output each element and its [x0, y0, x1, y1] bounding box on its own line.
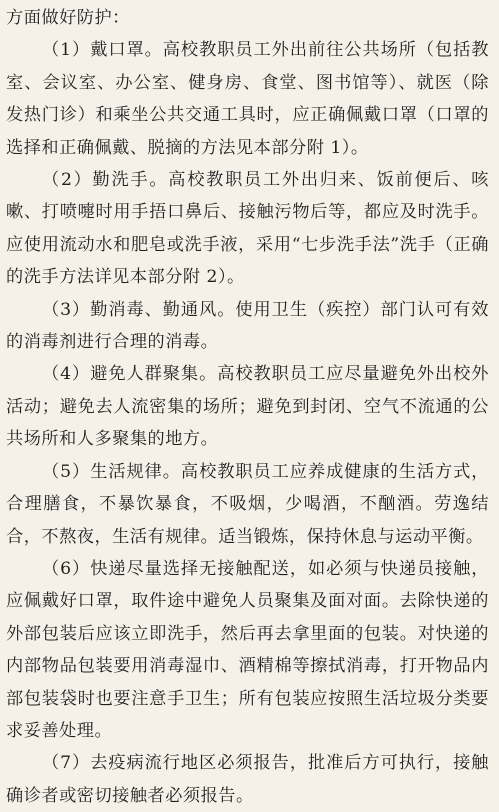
- item-avoid-gatherings: （4）避免人群聚集。高校教职员工应尽量避免外出校外活动；避免去人流密集的场所；避免到封闭、空气不流通的公共场所和人多聚集的地方。: [6, 364, 489, 450]
- item-mask: （1）戴口罩。高校教职员工外出前往公共场所（包括教室、会议室、办公室、健身房、食堂、图书馆等）、就医（除发热门诊）和乘坐公共交通工具时，应正确佩戴口罩（口罩的选择和正确佩戴、脱摘的方法见本部分附 1）。: [6, 40, 489, 158]
- item-healthy-lifestyle: （5）生活规律。高校教职员工应养成健康的生活方式，合理膳食，不暴饮暴食，不吸烟，少喝酒，不酗酒。劳逸结合，不熬夜，生活有规律。适当锻炼，保持休息与运动平衡。: [6, 461, 489, 547]
- item-handwashing: （2）勤洗手。高校教职员工外出归来、饭前便后、咳嗽、打喷嚏时用手捂口鼻后、接触污物后等，都应及时洗手。应使用流动水和肥皂或洗手液，采用“七步洗手法”洗手（正确的洗手方法详见本部分附 2）。: [6, 170, 489, 288]
- item-travel-report: （7）去疫病流行地区必须报告，批准后方可执行，接触确诊者或密切接触者必须报告。: [6, 753, 489, 806]
- item-express-delivery: （6）快递尽量选择无接触配送，如必须与快递员接触，应佩戴好口罩，取件途中避免人员聚集及面对面。去除快递的外部包装后应该立即洗手，然后再去拿里面的包装。对快递的内部物品包装要用消毒湿巾、酒精棉等擦拭消毒，打开物品内部包装袋时也要注意手卫生；所有包装应按照生活垃圾分类要求妥善处理。: [6, 558, 489, 741]
- intro-line: 方面做好防护：: [6, 8, 130, 28]
- item-disinfection: （3）勤消毒、勤通风。使用卫生（疾控）部门认可有效的消毒剂进行合理的消毒。: [6, 299, 489, 353]
